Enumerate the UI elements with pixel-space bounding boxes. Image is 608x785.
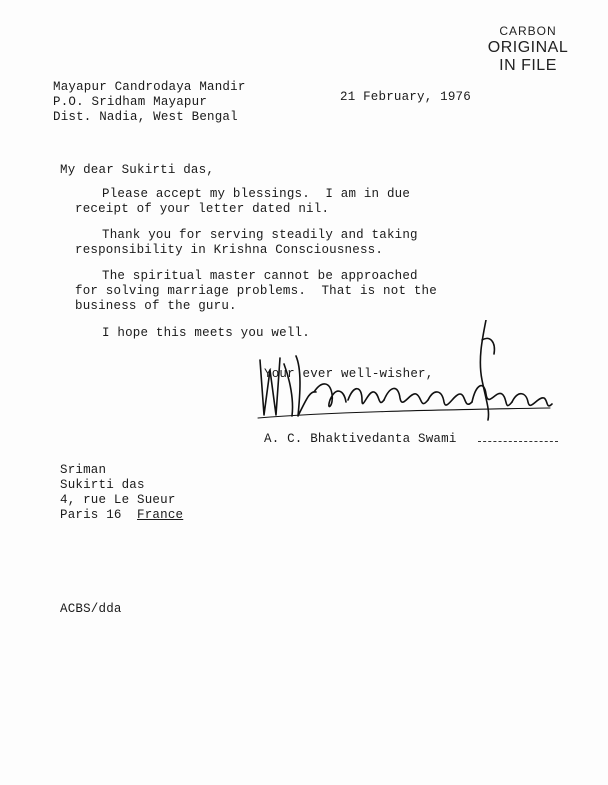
- typed-signature-name: A. C. Bhaktivedanta Swami: [264, 432, 457, 446]
- recipient-line-3: 4, rue Le Sueur: [60, 493, 176, 507]
- recipient-country: France: [137, 508, 184, 522]
- signature-dashed-line: [478, 441, 558, 444]
- stamp-line-original: ORIGINAL: [487, 39, 569, 56]
- letter-date: 21 February, 1976: [340, 90, 471, 104]
- carbon-original-stamp: [478, 24, 578, 75]
- paragraph-3-line-2: for solving marriage problems. That is not the: [75, 284, 437, 298]
- paragraph-3-line-3: business of the guru.: [75, 299, 237, 313]
- paragraph-2-line-2: responsibility in Krishna Consciousness.: [75, 243, 384, 257]
- salutation: My dear Sukirti das,: [60, 163, 215, 177]
- stamp-line-in-file: IN FILE: [499, 57, 557, 74]
- sender-address-line-2: P.O. Sridham Mayapur: [53, 95, 208, 109]
- paragraph-2-line-1: Thank you for serving steadily and taking: [102, 228, 418, 242]
- paragraph-1-line-1: Please accept my blessings. I am in due: [102, 187, 411, 201]
- sender-address-line-1: Mayapur Candrodaya Mandir: [53, 80, 246, 94]
- sender-address-line-3: Dist. Nadia, West Bengal: [53, 110, 238, 124]
- handwritten-signature: [250, 320, 580, 440]
- reference-initials: ACBS/dda: [60, 602, 122, 616]
- paragraph-3-line-1: The spiritual master cannot be approached: [102, 269, 418, 283]
- recipient-line-1: Sriman: [60, 463, 107, 477]
- paragraph-4-line-1: I hope this meets you well.: [102, 326, 310, 340]
- recipient-line-2: Sukirti das: [60, 478, 145, 492]
- stamp-line-carbon: CARBON: [499, 24, 557, 38]
- recipient-line-4: [60, 508, 183, 523]
- closing: Your ever well-wisher,: [264, 367, 434, 381]
- recipient-city: Paris 16: [60, 508, 122, 522]
- paragraph-1-line-2: receipt of your letter dated nil.: [75, 202, 330, 216]
